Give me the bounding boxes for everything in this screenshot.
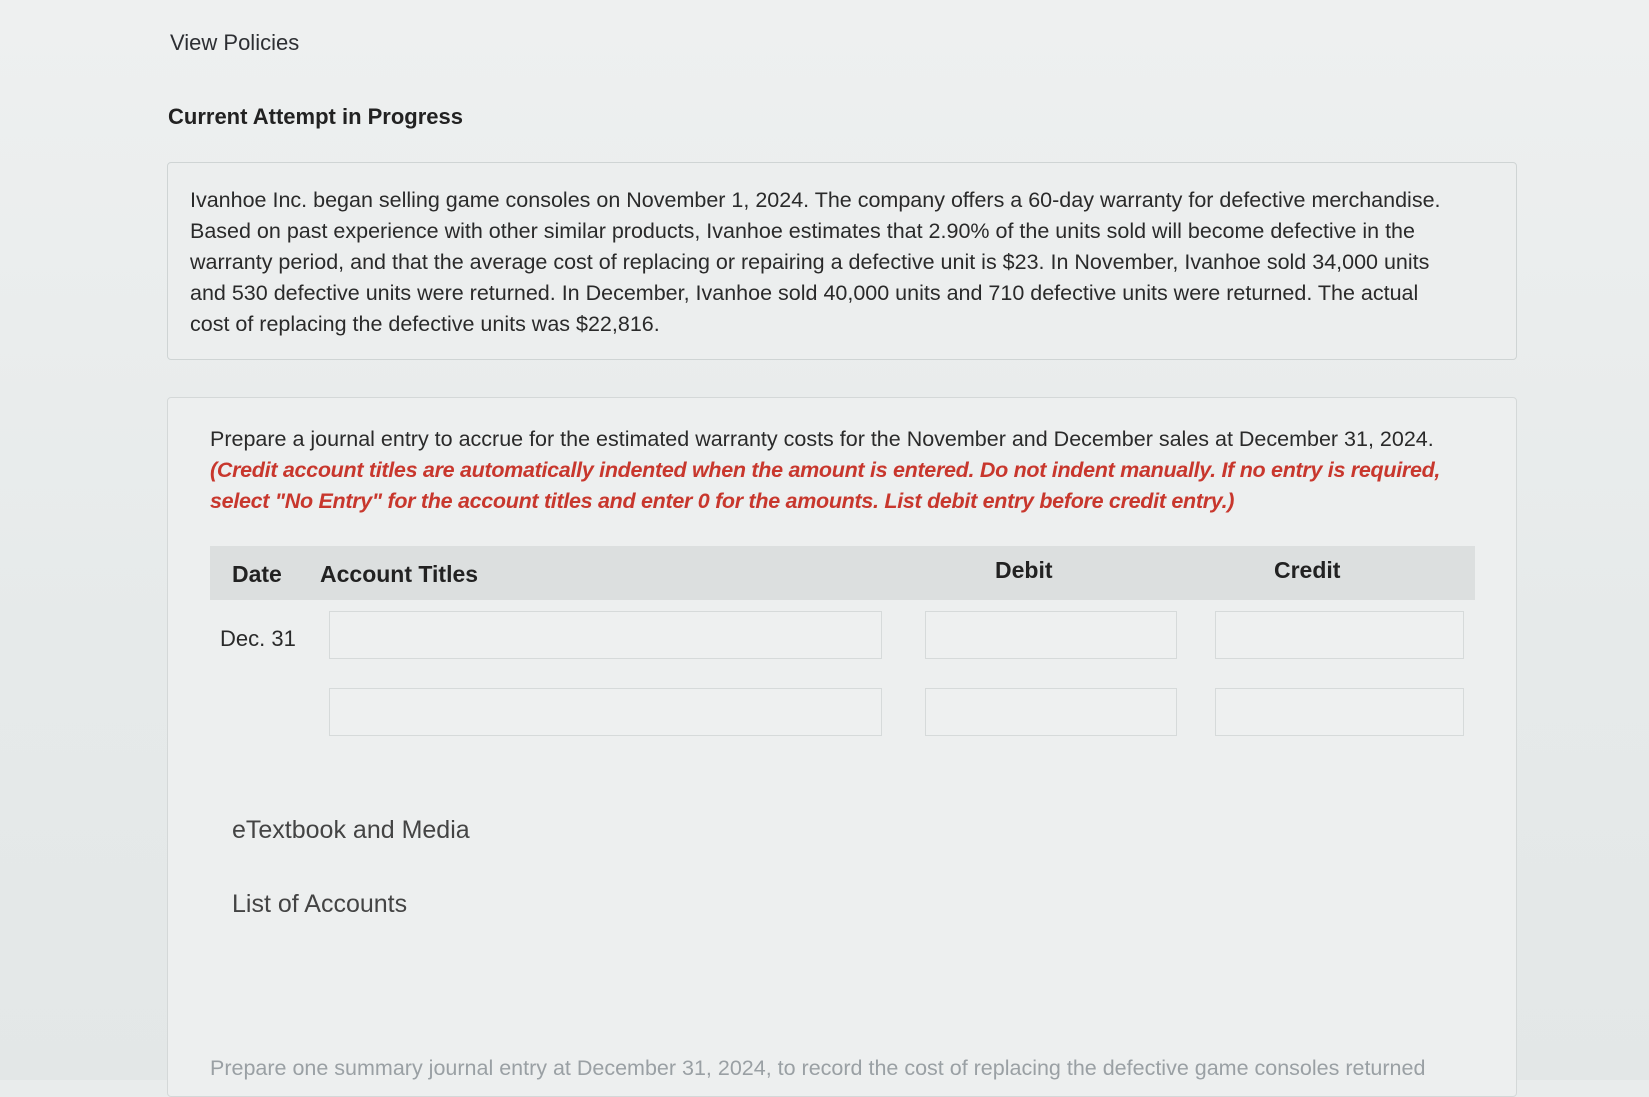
next-question-text: Prepare one summary journal entry at December 31, 2024, to record the cost of replacing the defective game consoles returned	[210, 1056, 1426, 1080]
problem-text: Ivanhoe Inc. began selling game consoles on November 1, 2024. The company offers a 60-day warranty for defective merchandise. Based on past experience with other similar products, Ivanhoe estimates that 2.90% of the units sold will become defective in the warranty period, and that the average cost of replacing or repairing a defective unit is $23. In November, Ivanhoe sold 34,000 units and 530 defective units were returned. In December, Ivanhoe sold 40,000 units and 710 defective units were returned. The actual cost of replacing the defective units was $22,816.	[190, 188, 1441, 336]
view-policies-link[interactable]: View Policies	[170, 30, 300, 55]
question-instruction: (Credit account titles are automatically indented when the amount is entered. Do not indent manually. If no entry is required, select "No Entry" for the account titles and enter 0 for the amounts. List debit entry before credit entry.)	[210, 458, 1441, 513]
entry-date: Dec. 31	[220, 626, 296, 651]
journal-table-header	[210, 546, 1475, 600]
debit-column-header: Debit	[995, 557, 1053, 583]
list-of-accounts-link[interactable]: List of Accounts	[232, 890, 408, 918]
credit-amount-input[interactable]	[1215, 688, 1464, 736]
problem-statement-box	[167, 162, 1517, 360]
credit-amount-input[interactable]	[1215, 611, 1464, 659]
attempt-status: Current Attempt in Progress	[168, 104, 464, 129]
credit-column-header: Credit	[1274, 557, 1341, 583]
date-column-header: Date	[232, 561, 282, 587]
etextbook-link[interactable]: eTextbook and Media	[232, 816, 470, 844]
account-titles-column-header: Account Titles	[320, 561, 479, 587]
debit-amount-input[interactable]	[925, 688, 1177, 736]
question-text	[210, 424, 1480, 517]
account-title-input[interactable]	[329, 611, 882, 659]
question-box	[167, 397, 1517, 1097]
debit-amount-input[interactable]	[925, 611, 1177, 659]
question-prompt: Prepare a journal entry to accrue for the estimated warranty costs for the November and December sales at December 31, 2024.	[210, 427, 1434, 451]
account-title-input[interactable]	[329, 688, 882, 736]
